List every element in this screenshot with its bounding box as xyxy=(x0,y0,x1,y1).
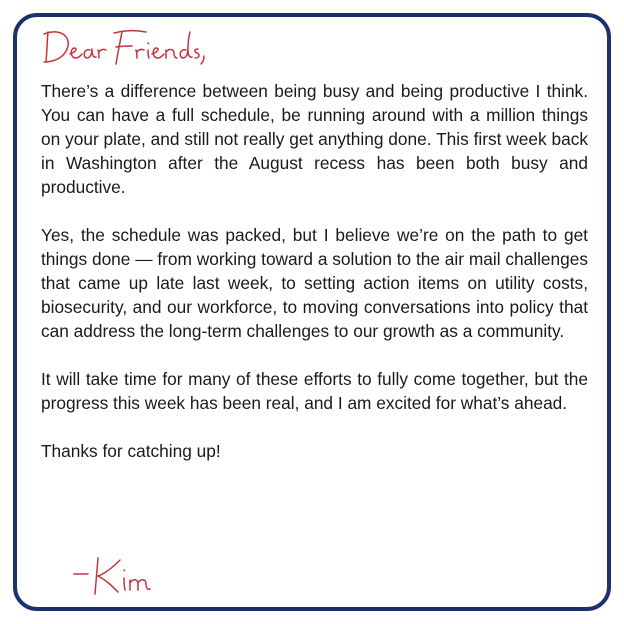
paragraph-1: There’s a difference between being busy and being productive I think. You can have a full schedule, be running around with a million things on your plate, and still not really get anything done. This first week back in Washington after the August recess has been both busy and productive. xyxy=(41,81,588,197)
salutation-script xyxy=(38,22,208,68)
closing-line: Thanks for catching up! xyxy=(41,441,221,461)
letter-body xyxy=(41,79,588,487)
signature-script xyxy=(70,552,170,600)
paragraph-2: Yes, the schedule was packed, but I believe we’re on the path to get things done — from working toward a solution to the air mail challenges that came up late last week, to setting action items on utility costs, biosecurity, and our workforce, to moving conversations into policy that can address the long-term challenges to our growth as a community. xyxy=(41,225,588,341)
paragraph-3: It will take time for many of these efforts to fully come together, but the progress this week has been real, and I am excited for what’s ahead. xyxy=(41,369,588,413)
